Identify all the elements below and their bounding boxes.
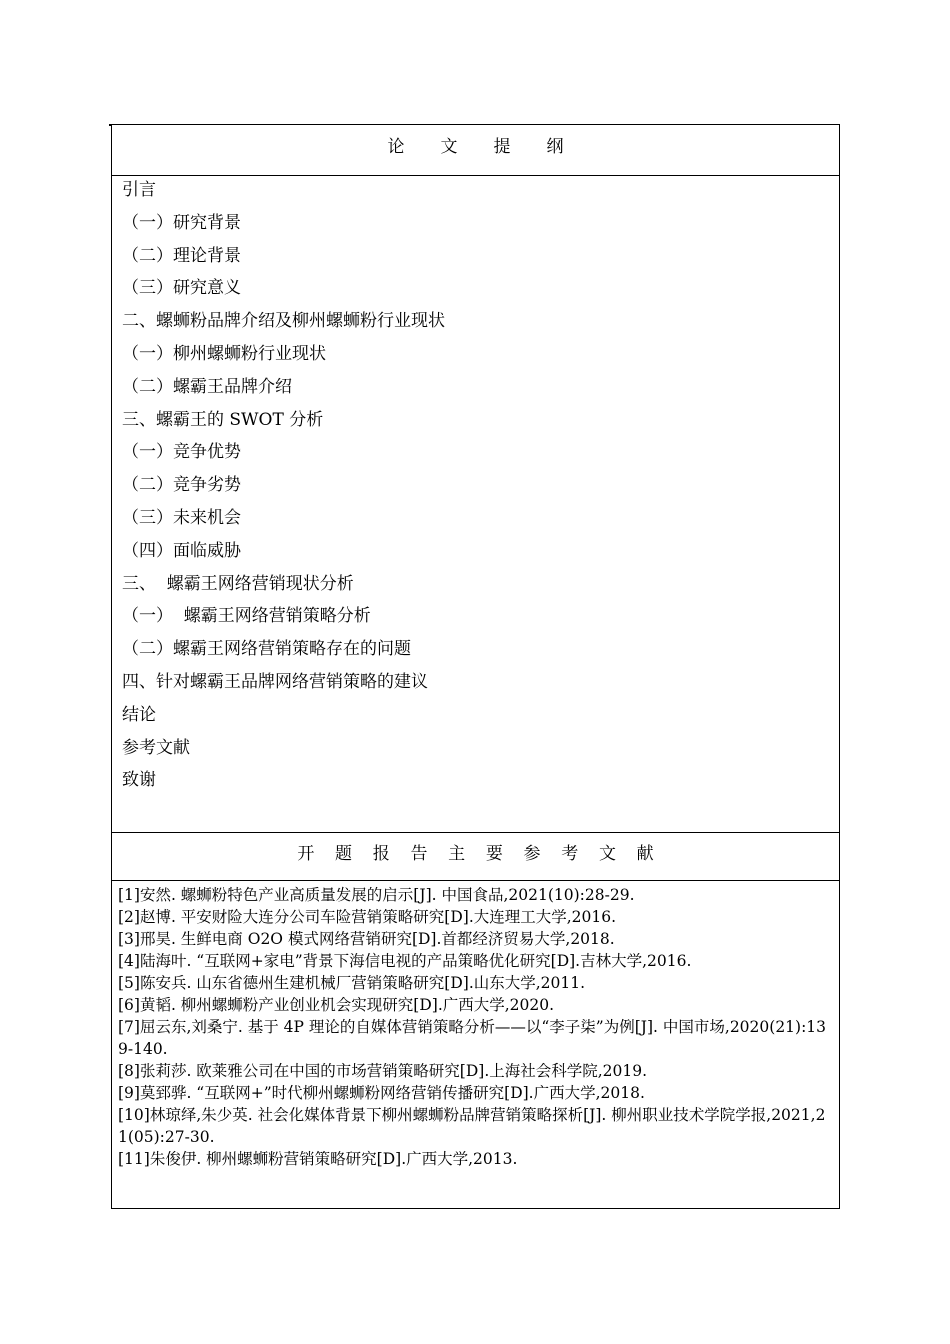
reference-item: [8]张莉莎. 欧莱雅公司在中国的市场营销策略研究[D].上海社会科学院,2019. bbox=[118, 1062, 648, 1080]
reference-item: [2]赵博. 平安财险大连分公司车险营销策略研究[D].大连理工大学,2016. bbox=[118, 908, 617, 926]
outline-item: 二、螺蛳粉品牌介绍及柳州螺蛳粉行业现状 bbox=[122, 311, 445, 332]
outline-item: （二）螺霸王品牌介绍 bbox=[122, 376, 292, 397]
references-title-text: 开 题 报 告 主 要 参 考 文 献 bbox=[297, 844, 662, 864]
reference-item: [10]林琼绎,朱少英. 社会化媒体背景下柳州螺蛳粉品牌营销策略探析[J]. 柳州职业技术学院学报,2021,21(05):27-30. bbox=[118, 1106, 826, 1146]
outline-list bbox=[122, 177, 445, 800]
reference-item: [9]莫郅骅. “互联网+”时代柳州螺蛳粉网络营销传播研究[D].广西大学,2018. bbox=[118, 1084, 645, 1102]
outline-item: 三、螺霸王的 SWOT 分析 bbox=[122, 409, 324, 430]
outline-item: 致谢 bbox=[122, 770, 156, 791]
outline-item: 结论 bbox=[122, 704, 156, 725]
reference-item: [4]陆海叶. “互联网+家电”背景下海信电视的产品策略优化研究[D].吉林大学,2016. bbox=[118, 952, 692, 970]
outline-item: （二）竞争劣势 bbox=[122, 475, 241, 496]
outline-item: （二）理论背景 bbox=[122, 245, 241, 266]
outline-title-divider bbox=[111, 175, 840, 176]
outline-title bbox=[111, 137, 840, 157]
outline-item: （一）柳州螺蛳粉行业现状 bbox=[122, 343, 326, 364]
outline-item: （二）螺霸王网络营销策略存在的问题 bbox=[122, 639, 411, 660]
references-title bbox=[111, 844, 840, 864]
outline-item: （一）研究背景 bbox=[122, 212, 241, 233]
reference-item: [1]安然. 螺蛳粉特色产业高质量发展的启示[J]. 中国食品,2021(10):28-29. bbox=[118, 886, 635, 904]
reference-item: [5]陈安兵. 山东省德州生建机械厂营销策略研究[D].山东大学,2011. bbox=[118, 974, 586, 992]
outline-item: 参考文献 bbox=[122, 737, 190, 758]
references-list bbox=[118, 884, 834, 1170]
reference-item: [11]朱俊伊. 柳州螺蛳粉营销策略研究[D].广西大学,2013. bbox=[118, 1150, 518, 1168]
outline-item: 四、针对螺霸王品牌网络营销策略的建议 bbox=[122, 671, 428, 692]
outline-item: （三）未来机会 bbox=[122, 507, 241, 528]
reference-item: [6]黄韬. 柳州螺蛳粉产业创业机会实现研究[D].广西大学,2020. bbox=[118, 996, 555, 1014]
outline-item: （一）竞争优势 bbox=[122, 442, 241, 463]
outline-title-text: 论 文 提 纲 bbox=[387, 137, 579, 157]
outline-item: （四）面临威胁 bbox=[122, 540, 241, 561]
reference-item: [7]屈云东,刘桑宁. 基于 4P 理论的自媒体营销策略分析——以“李子柒”为例[J]. 中国市场,2020(21):139-140. bbox=[118, 1018, 827, 1058]
references-title-divider bbox=[111, 880, 840, 881]
reference-item: [3]邢昊. 生鲜电商 O2O 模式网络营销研究[D].首都经济贸易大学,2018. bbox=[118, 930, 615, 948]
references-top-divider bbox=[111, 832, 840, 833]
outline-item: 三、 螺霸王网络营销现状分析 bbox=[122, 573, 354, 594]
outline-item: 引言 bbox=[122, 180, 156, 200]
outline-item: （三）研究意义 bbox=[122, 278, 241, 299]
outline-item: （一） 螺霸王网络营销策略分析 bbox=[122, 606, 371, 627]
